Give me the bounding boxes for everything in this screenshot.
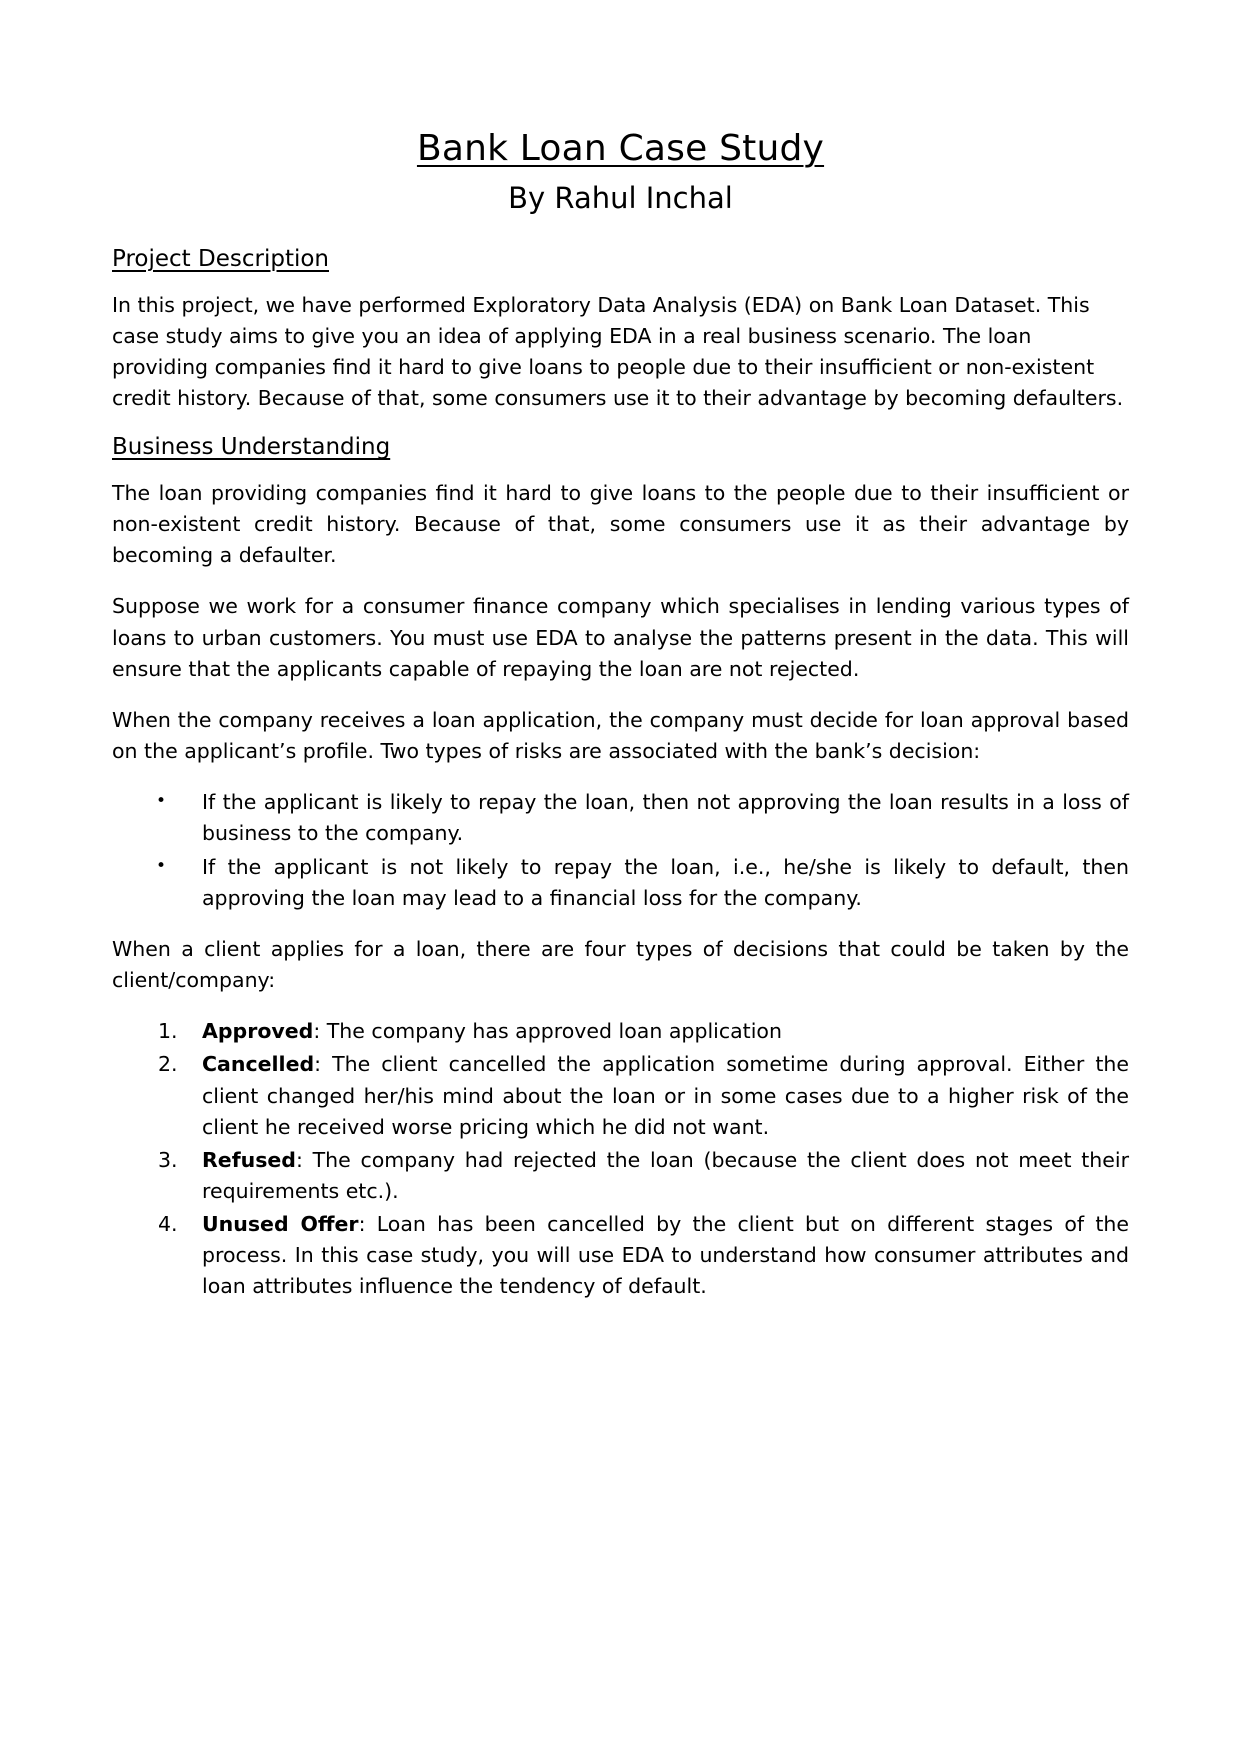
list-item-number: 1. (158, 1019, 178, 1044)
list-item-text: If the applicant is likely to repay the loan, then not approving the loan results in a loss of business to the company. (202, 790, 1129, 846)
project-description-paragraph: In this project, we have performed Exploratory Data Analysis (EDA) on Bank Loan Dataset. This case study aims to give you an idea of applying EDA in a real business scenario. The loan providing companies find it hard to give loans to people due to their insufficient or non-existent credit history. Because of that, some consumers use it to their advantage by becoming defaulters. (112, 292, 1124, 411)
list-item-text: : The company had rejected the loan (because the client does not meet their requirements etc.). (202, 1147, 1129, 1203)
section-heading-project-description (112, 246, 1129, 274)
business-understanding-paragraph-4: When a client applies for a loan, there are four types of decisions that could be taken by the client/company: (112, 936, 1129, 993)
document-title (112, 128, 1129, 169)
decision-types-list (112, 1016, 1129, 1302)
business-understanding-paragraph-1: The loan providing companies find it hard to give loans to the people due to their insufficient or non-existent credit history. Because of that, some consumers use it as their advantage by becoming a defaulter. (112, 481, 1129, 568)
section-heading-project-description-label: Project Description (112, 246, 329, 273)
list-item-number: 3. (158, 1147, 178, 1172)
document-title-label: Bank Loan Case Study (416, 128, 825, 169)
list-item-label: Refused (202, 1147, 296, 1172)
list-item (150, 1016, 1129, 1047)
section-heading-business-understanding-label: Business Understanding (112, 434, 391, 461)
list-item-number: 2. (158, 1052, 178, 1077)
list-item-label: Unused Offer (202, 1212, 359, 1237)
list-item (150, 1209, 1129, 1302)
document-author: By Rahul Inchal (508, 181, 733, 216)
section-heading-business-understanding (112, 434, 1129, 462)
business-understanding-paragraph-3: When the company receives a loan application, the company must decide for loan approval based on the applicant’s profile. Two types of risks are associated with the bank’s decision: (112, 707, 1129, 764)
bullet-icon: • (156, 791, 167, 812)
list-item-label: Cancelled (202, 1052, 315, 1077)
business-understanding-paragraph-2: Suppose we work for a consumer finance company which specialises in lending various types of loans to urban customers. You must use EDA to analyse the patterns present in the data. This will ensure that the applicants capable of repaying the loan are not rejected. (112, 594, 1129, 681)
risk-bullet-list (112, 787, 1129, 914)
list-item-label: Approved (202, 1019, 314, 1044)
list-item-text: : The company has approved loan application (313, 1019, 782, 1044)
list-item-text: : The client cancelled the application sometime during approval. Either the client changed her/his mind about the loan or in some cases due to a higher risk of the client he received worse pricing which he did not want. (202, 1052, 1129, 1139)
list-item (150, 787, 1129, 849)
list-item (150, 852, 1129, 914)
list-item-text: : Loan has been cancelled by the client but on different stages of the process. In this case study, you will use EDA to understand how consumer attributes and loan attributes influence the tendency of default. (202, 1212, 1129, 1299)
bullet-icon: • (156, 855, 167, 876)
list-item (150, 1145, 1129, 1207)
list-item (150, 1049, 1129, 1142)
list-item-text: If the applicant is not likely to repay the loan, i.e., he/she is likely to default, then approving the loan may lead to a financial loss for the company. (202, 854, 1129, 910)
list-item-number: 4. (158, 1212, 178, 1237)
